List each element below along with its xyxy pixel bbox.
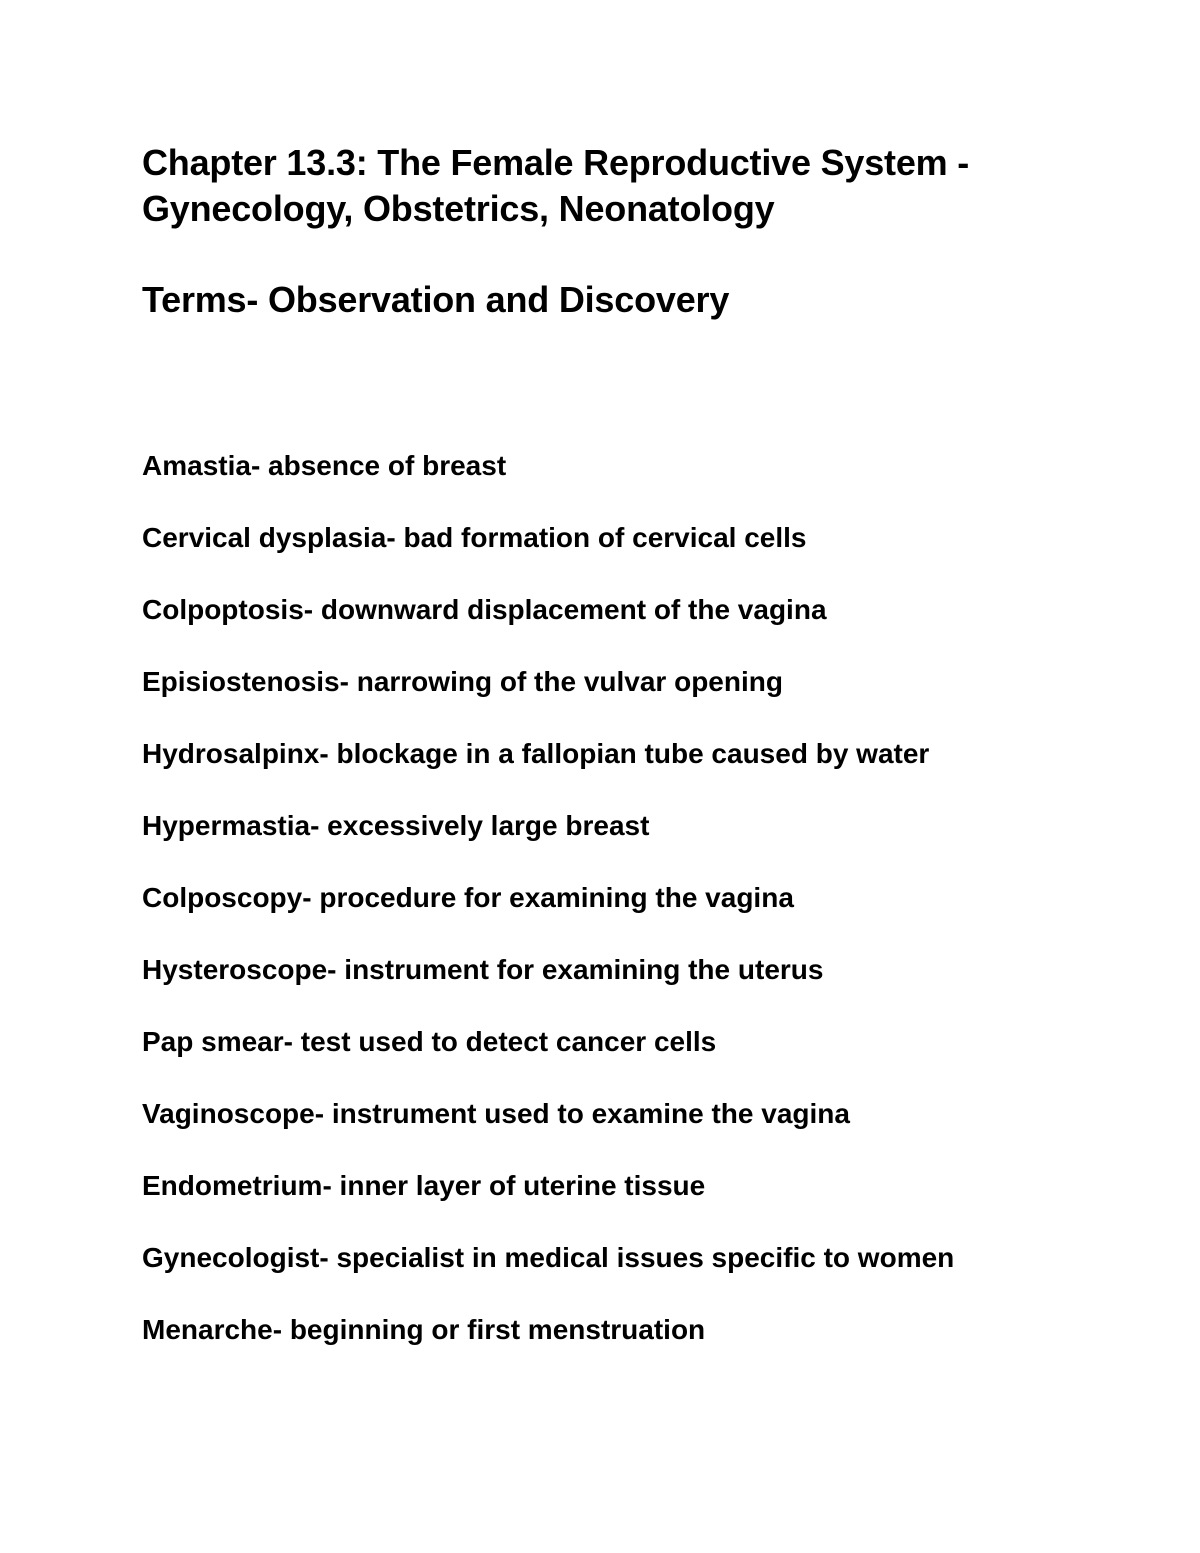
term-item: Vaginoscope- instrument used to examine the vagina (142, 1098, 850, 1129)
term-item: Cervical dysplasia- bad formation of cervical cells (142, 522, 807, 553)
term-item: Endometrium- inner layer of uterine tissue (142, 1170, 706, 1201)
term-item: Colpoptosis- downward displacement of the vagina (142, 594, 827, 625)
term-item: Menarche- beginning or first menstruation (142, 1314, 706, 1345)
term-item: Pap smear- test used to detect cancer cells (142, 1026, 717, 1057)
document-title: Chapter 13.3: The Female Reproductive System - Gynecology, Obstetrics, Neonatology (142, 142, 970, 229)
term-item: Colposcopy- procedure for examining the vagina (142, 882, 794, 913)
term-item: Amastia- absence of breast (142, 450, 507, 481)
term-item: Hydrosalpinx- blockage in a fallopian tube caused by water (142, 738, 930, 769)
term-item: Gynecologist- specialist in medical issues specific to women (142, 1242, 955, 1273)
section-heading: Terms- Observation and Discovery (142, 279, 730, 320)
terms-list (142, 448, 1142, 1384)
term-item: Hypermastia- excessively large breast (142, 810, 650, 841)
term-item: Episiostenosis- narrowing of the vulvar opening (142, 666, 783, 697)
term-item: Hysteroscope- instrument for examining the uterus (142, 954, 824, 985)
